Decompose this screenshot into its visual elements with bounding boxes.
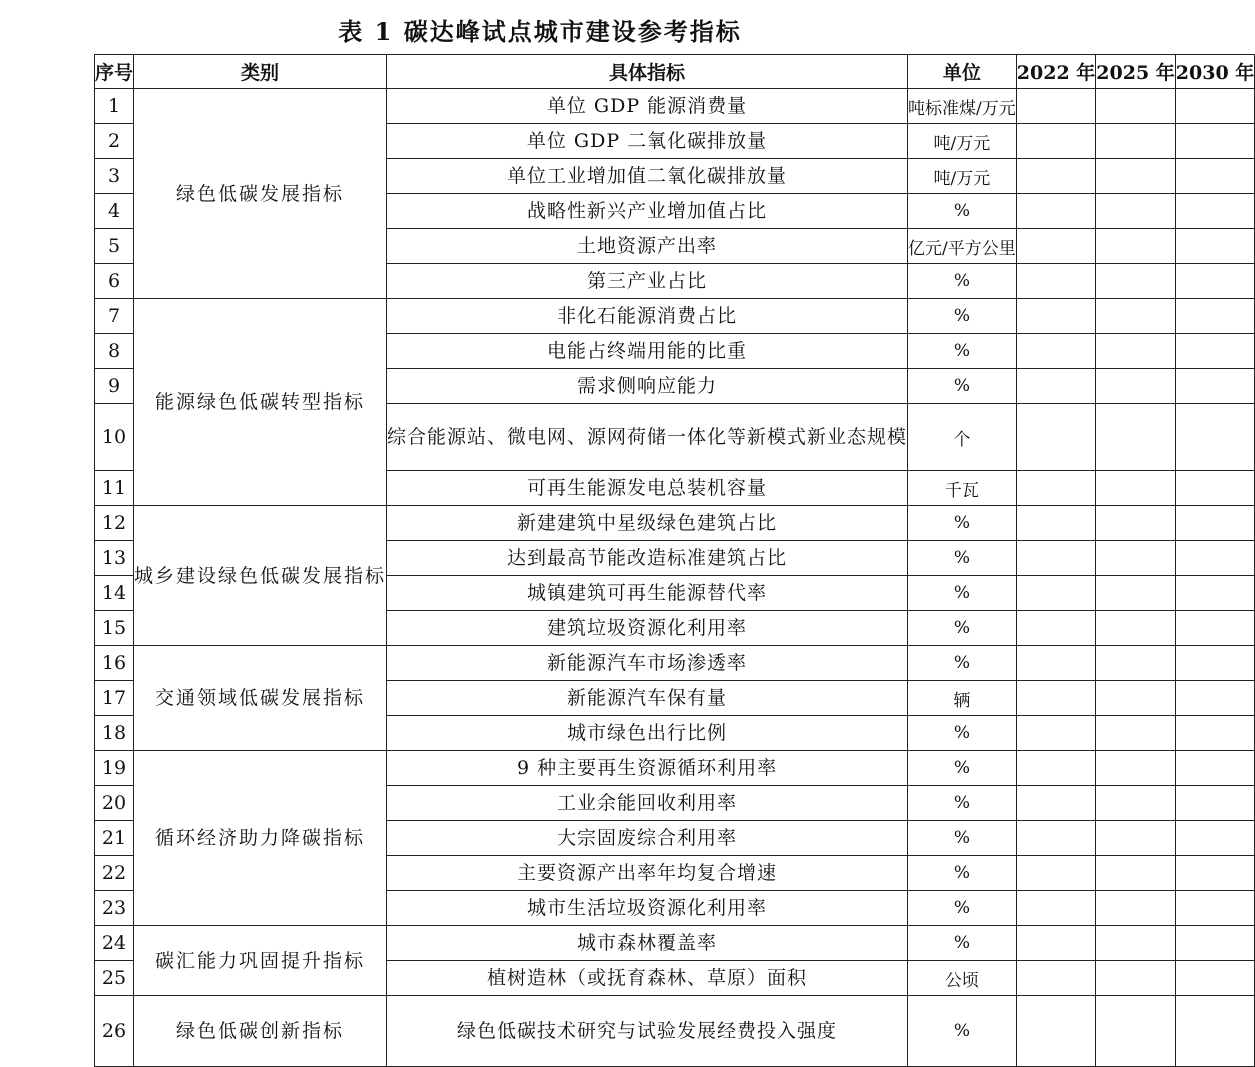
value-2030-cell bbox=[1175, 89, 1255, 124]
value-2022-cell bbox=[1016, 541, 1096, 576]
value-2025-cell bbox=[1096, 194, 1176, 229]
category-cell: 碳汇能力巩固提升指标 bbox=[134, 926, 387, 996]
value-2025-cell bbox=[1096, 264, 1176, 299]
row-indicator: 单位工业增加值二氧化碳排放量 bbox=[387, 159, 908, 194]
table-title: 表 1 碳达峰试点城市建设参考指标 bbox=[338, 17, 742, 46]
row-unit: 吨/万元 bbox=[908, 124, 1017, 159]
row-seq: 1 bbox=[95, 89, 134, 124]
value-2030-cell bbox=[1175, 124, 1255, 159]
row-indicator: 工业余能回收利用率 bbox=[387, 786, 908, 821]
table-row bbox=[95, 646, 1255, 681]
row-seq: 8 bbox=[95, 334, 134, 369]
value-2022-cell bbox=[1016, 404, 1096, 471]
value-2022-cell bbox=[1016, 786, 1096, 821]
row-indicator: 单位 GDP 能源消费量 bbox=[387, 89, 908, 124]
value-2022-cell bbox=[1016, 681, 1096, 716]
row-indicator: 需求侧响应能力 bbox=[387, 369, 908, 404]
value-2030-cell bbox=[1175, 471, 1255, 506]
value-2025-cell bbox=[1096, 124, 1176, 159]
row-seq: 16 bbox=[95, 646, 134, 681]
row-indicator: 新能源汽车保有量 bbox=[387, 681, 908, 716]
indicator-table bbox=[94, 54, 1255, 1067]
row-seq: 17 bbox=[95, 681, 134, 716]
row-unit: % bbox=[908, 821, 1017, 856]
value-2022-cell bbox=[1016, 856, 1096, 891]
value-2030-cell bbox=[1175, 926, 1255, 961]
table-row bbox=[95, 299, 1255, 334]
row-seq: 26 bbox=[95, 996, 134, 1067]
value-2022-cell bbox=[1016, 334, 1096, 369]
row-unit: % bbox=[908, 751, 1017, 786]
row-seq: 14 bbox=[95, 576, 134, 611]
value-2022-cell bbox=[1016, 299, 1096, 334]
row-indicator: 达到最高节能改造标准建筑占比 bbox=[387, 541, 908, 576]
row-seq: 18 bbox=[95, 716, 134, 751]
value-2025-cell bbox=[1096, 369, 1176, 404]
value-2025-cell bbox=[1096, 229, 1176, 264]
value-2030-cell bbox=[1175, 961, 1255, 996]
header-seq: 序号 bbox=[95, 55, 134, 89]
table-row bbox=[95, 751, 1255, 786]
row-indicator: 土地资源产出率 bbox=[387, 229, 908, 264]
header-category: 类别 bbox=[134, 55, 387, 89]
row-seq: 21 bbox=[95, 821, 134, 856]
row-unit: % bbox=[908, 506, 1017, 541]
value-2030-cell bbox=[1175, 576, 1255, 611]
row-unit: % bbox=[908, 264, 1017, 299]
row-unit: % bbox=[908, 891, 1017, 926]
row-unit: % bbox=[908, 786, 1017, 821]
row-indicator: 主要资源产出率年均复合增速 bbox=[387, 856, 908, 891]
value-2022-cell bbox=[1016, 506, 1096, 541]
value-2025-cell bbox=[1096, 299, 1176, 334]
row-indicator: 城市绿色出行比例 bbox=[387, 716, 908, 751]
value-2025-cell bbox=[1096, 611, 1176, 646]
value-2030-cell bbox=[1175, 681, 1255, 716]
value-2030-cell bbox=[1175, 159, 1255, 194]
value-2022-cell bbox=[1016, 264, 1096, 299]
value-2030-cell bbox=[1175, 996, 1255, 1067]
value-2030-cell bbox=[1175, 611, 1255, 646]
value-2025-cell bbox=[1096, 856, 1176, 891]
category-cell: 绿色低碳创新指标 bbox=[134, 996, 387, 1067]
row-indicator: 单位 GDP 二氧化碳排放量 bbox=[387, 124, 908, 159]
value-2025-cell bbox=[1096, 471, 1176, 506]
row-seq: 12 bbox=[95, 506, 134, 541]
row-unit: % bbox=[908, 646, 1017, 681]
value-2030-cell bbox=[1175, 194, 1255, 229]
row-seq: 9 bbox=[95, 369, 134, 404]
row-indicator: 战略性新兴产业增加值占比 bbox=[387, 194, 908, 229]
row-seq: 20 bbox=[95, 786, 134, 821]
category-cell: 绿色低碳发展指标 bbox=[134, 89, 387, 299]
category-cell: 城乡建设绿色低碳发展指标 bbox=[134, 506, 387, 646]
value-2030-cell bbox=[1175, 506, 1255, 541]
row-unit: 辆 bbox=[908, 681, 1017, 716]
row-indicator: 建筑垃圾资源化利用率 bbox=[387, 611, 908, 646]
row-indicator: 综合能源站、微电网、源网荷储一体化等新模式新业态规模 bbox=[387, 404, 908, 471]
value-2025-cell bbox=[1096, 926, 1176, 961]
value-2030-cell bbox=[1175, 264, 1255, 299]
value-2022-cell bbox=[1016, 961, 1096, 996]
value-2022-cell bbox=[1016, 194, 1096, 229]
value-2030-cell bbox=[1175, 229, 1255, 264]
header-2022: 2022 年 bbox=[1016, 55, 1096, 89]
row-unit: % bbox=[908, 576, 1017, 611]
value-2030-cell bbox=[1175, 541, 1255, 576]
value-2025-cell bbox=[1096, 506, 1176, 541]
row-seq: 24 bbox=[95, 926, 134, 961]
row-seq: 15 bbox=[95, 611, 134, 646]
table-row bbox=[95, 996, 1255, 1067]
header-row bbox=[95, 55, 1255, 89]
header-indicator: 具体指标 bbox=[387, 55, 908, 89]
value-2025-cell bbox=[1096, 821, 1176, 856]
row-indicator: 城市生活垃圾资源化利用率 bbox=[387, 891, 908, 926]
value-2030-cell bbox=[1175, 786, 1255, 821]
header-unit: 单位 bbox=[908, 55, 1017, 89]
value-2025-cell bbox=[1096, 576, 1176, 611]
value-2025-cell bbox=[1096, 646, 1176, 681]
row-indicator: 新能源汽车市场渗透率 bbox=[387, 646, 908, 681]
value-2022-cell bbox=[1016, 996, 1096, 1067]
value-2030-cell bbox=[1175, 646, 1255, 681]
row-indicator: 绿色低碳技术研究与试验发展经费投入强度 bbox=[387, 996, 908, 1067]
row-indicator: 第三产业占比 bbox=[387, 264, 908, 299]
row-unit: % bbox=[908, 716, 1017, 751]
row-indicator: 城镇建筑可再生能源替代率 bbox=[387, 576, 908, 611]
value-2022-cell bbox=[1016, 891, 1096, 926]
value-2022-cell bbox=[1016, 89, 1096, 124]
value-2030-cell bbox=[1175, 716, 1255, 751]
row-indicator: 大宗固废综合利用率 bbox=[387, 821, 908, 856]
value-2025-cell bbox=[1096, 716, 1176, 751]
value-2030-cell bbox=[1175, 751, 1255, 786]
row-unit: % bbox=[908, 194, 1017, 229]
row-unit: 亿元/平方公里 bbox=[908, 229, 1017, 264]
row-seq: 22 bbox=[95, 856, 134, 891]
row-seq: 7 bbox=[95, 299, 134, 334]
row-unit: % bbox=[908, 856, 1017, 891]
row-seq: 4 bbox=[95, 194, 134, 229]
row-seq: 2 bbox=[95, 124, 134, 159]
value-2022-cell bbox=[1016, 229, 1096, 264]
row-unit: 千瓦 bbox=[908, 471, 1017, 506]
row-seq: 13 bbox=[95, 541, 134, 576]
category-cell: 能源绿色低碳转型指标 bbox=[134, 299, 387, 506]
row-unit: % bbox=[908, 334, 1017, 369]
value-2022-cell bbox=[1016, 926, 1096, 961]
row-unit: % bbox=[908, 541, 1017, 576]
row-unit: % bbox=[908, 369, 1017, 404]
table-row bbox=[95, 89, 1255, 124]
value-2022-cell bbox=[1016, 716, 1096, 751]
value-2025-cell bbox=[1096, 541, 1176, 576]
row-seq: 10 bbox=[95, 404, 134, 471]
value-2030-cell bbox=[1175, 299, 1255, 334]
category-cell: 交通领域低碳发展指标 bbox=[134, 646, 387, 751]
row-seq: 25 bbox=[95, 961, 134, 996]
row-seq: 11 bbox=[95, 471, 134, 506]
row-seq: 5 bbox=[95, 229, 134, 264]
value-2022-cell bbox=[1016, 751, 1096, 786]
value-2025-cell bbox=[1096, 159, 1176, 194]
row-unit: 吨/万元 bbox=[908, 159, 1017, 194]
value-2030-cell bbox=[1175, 891, 1255, 926]
row-indicator: 可再生能源发电总装机容量 bbox=[387, 471, 908, 506]
row-unit: % bbox=[908, 611, 1017, 646]
value-2030-cell bbox=[1175, 404, 1255, 471]
value-2030-cell bbox=[1175, 856, 1255, 891]
row-indicator: 城市森林覆盖率 bbox=[387, 926, 908, 961]
row-unit: 公顷 bbox=[908, 961, 1017, 996]
value-2030-cell bbox=[1175, 821, 1255, 856]
header-2030: 2030 年 bbox=[1175, 55, 1255, 89]
row-unit: 吨标准煤/万元 bbox=[908, 89, 1017, 124]
value-2022-cell bbox=[1016, 646, 1096, 681]
value-2025-cell bbox=[1096, 334, 1176, 369]
value-2030-cell bbox=[1175, 369, 1255, 404]
value-2025-cell bbox=[1096, 786, 1176, 821]
row-seq: 23 bbox=[95, 891, 134, 926]
row-unit: 个 bbox=[908, 404, 1017, 471]
value-2025-cell bbox=[1096, 681, 1176, 716]
value-2025-cell bbox=[1096, 996, 1176, 1067]
row-indicator: 新建建筑中星级绿色建筑占比 bbox=[387, 506, 908, 541]
row-seq: 6 bbox=[95, 264, 134, 299]
value-2022-cell bbox=[1016, 576, 1096, 611]
row-indicator: 9 种主要再生资源循环利用率 bbox=[387, 751, 908, 786]
row-seq: 3 bbox=[95, 159, 134, 194]
table-row bbox=[95, 506, 1255, 541]
row-unit: % bbox=[908, 996, 1017, 1067]
table-row bbox=[95, 926, 1255, 961]
row-seq: 19 bbox=[95, 751, 134, 786]
category-cell: 循环经济助力降碳指标 bbox=[134, 751, 387, 926]
header-2025: 2025 年 bbox=[1096, 55, 1176, 89]
value-2022-cell bbox=[1016, 471, 1096, 506]
row-indicator: 非化石能源消费占比 bbox=[387, 299, 908, 334]
value-2025-cell bbox=[1096, 751, 1176, 786]
value-2022-cell bbox=[1016, 124, 1096, 159]
value-2030-cell bbox=[1175, 334, 1255, 369]
value-2022-cell bbox=[1016, 821, 1096, 856]
row-unit: % bbox=[908, 926, 1017, 961]
value-2025-cell bbox=[1096, 891, 1176, 926]
value-2025-cell bbox=[1096, 89, 1176, 124]
row-indicator: 植树造林（或抚育森林、草原）面积 bbox=[387, 961, 908, 996]
value-2022-cell bbox=[1016, 369, 1096, 404]
value-2025-cell bbox=[1096, 961, 1176, 996]
value-2022-cell bbox=[1016, 159, 1096, 194]
row-indicator: 电能占终端用能的比重 bbox=[387, 334, 908, 369]
row-unit: % bbox=[908, 299, 1017, 334]
value-2025-cell bbox=[1096, 404, 1176, 471]
value-2022-cell bbox=[1016, 611, 1096, 646]
